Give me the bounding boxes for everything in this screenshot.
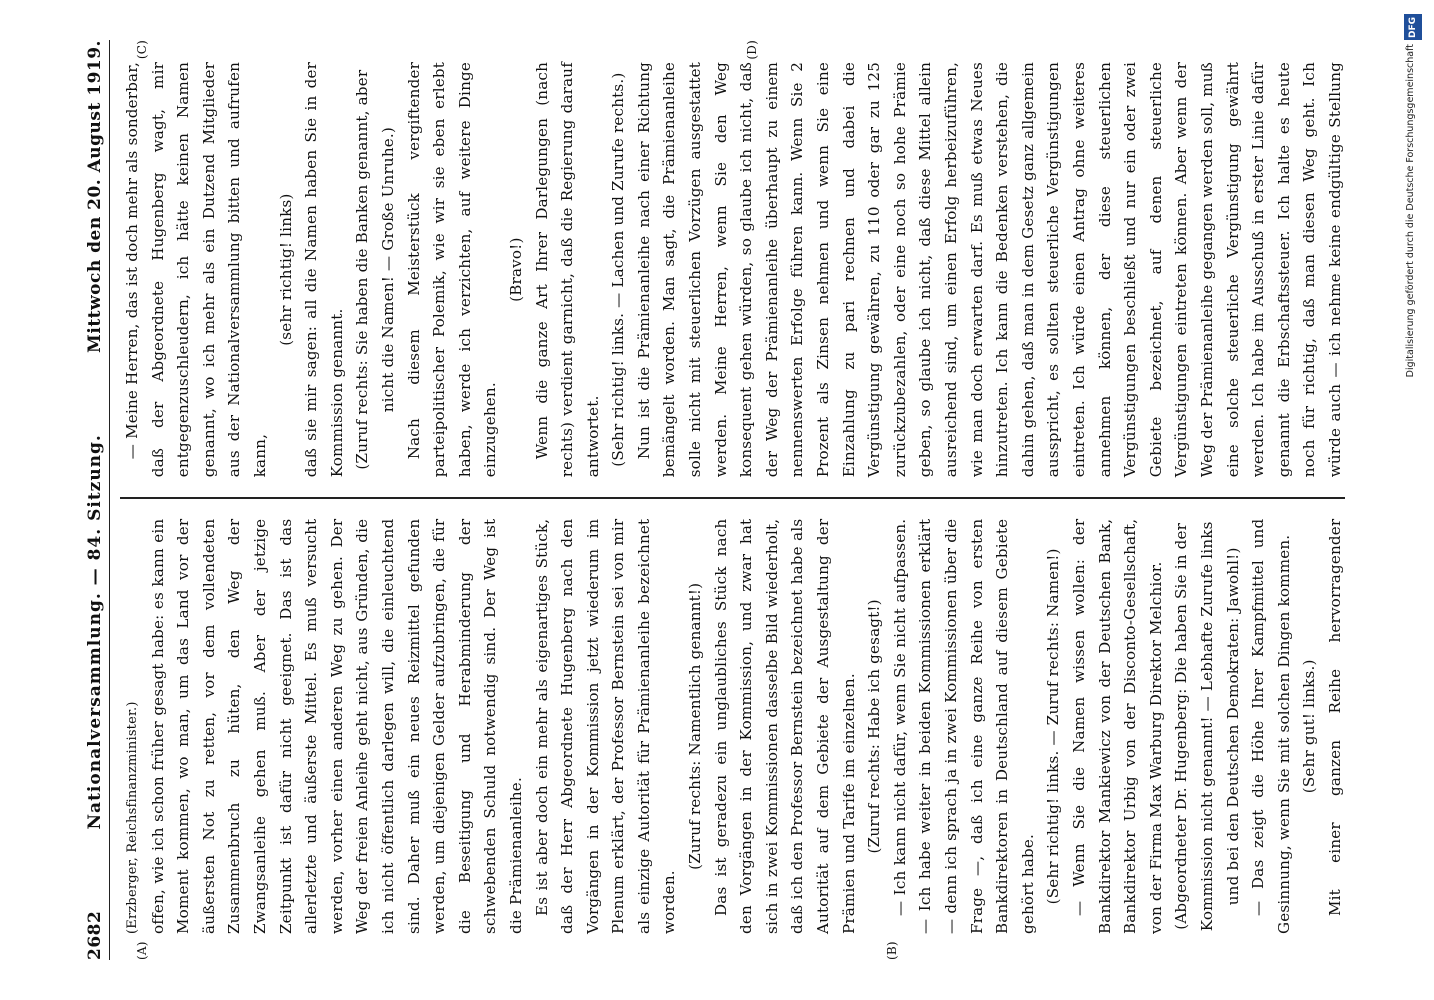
session-date: Mittwoch den 20. August 1919. <box>85 40 105 353</box>
paragraph: Es ist aber doch ein mehr als eigenartiges Stück, daß der Herr Abgeordnete Hugenberg nach den Vorgängen in der Kommission jetzt wiederum im Plenum erklärt, der Professor Bernstein sei von mir als einzige Autorität für Prämienanleihe bezeichnet worden. <box>532 518 679 934</box>
paragraph: offen, wie ich schon früher gesagt habe: es kann ein Moment kommen, wo man, um das Land vor der äußersten Not zu retten, vor dem vollendeten Zusammenbruch zu hüten, den Weg der Zwangsanleihe gehen muß. Aber der jetzige Zeitpunkt ist dafür nicht geeignet. Das ist das allerletzte und äußerste Mittel. Es muß versucht werden, vorher einen anderen Weg zu gehen. Der Weg der freien Anleihe geht nicht, aus Gründen, die ich nicht öffentlich darlegen will, die einleuchtend sind. Daher muß ein neues Reizmittel gefunden werden, um diejenigen Gelder aufzubringen, die für die Beseitigung und Herabminderung der schwebenden Schuld notwendig sind. Der Weg ist die Prämienanleihe. <box>148 518 525 934</box>
interjection: (Sehr gut! links.) <box>1300 659 1319 794</box>
interjection: (sehr richtig! links) <box>276 193 295 346</box>
paragraph: Mit einer ganzen Reihe hervorragender <box>1325 518 1344 916</box>
interjection: (Zuruf rechts: Habe ich gesagt!) <box>865 599 884 854</box>
interjection: (Bravo!) <box>506 237 525 302</box>
paragraph: — Meine Herren, das ist doch mehr als sonderbar, daß der Abgeordnete Hugenberg wagt, mir entgegenzuschleudern, ich hätte keinen Namen genannt, wo ich mehr als ein Dutzend Mitglieder aus der Nationalversammlung bitten und aufrufen kann, <box>123 61 269 478</box>
right-column <box>120 40 1345 497</box>
left-column <box>120 499 1345 960</box>
margin-marker-d: (D) <box>745 39 759 60</box>
interjection: (Abgeordneter Dr. Hugenberg: Die haben Sie in der Kommission nicht genannt! — Lebhafte Zurufe links und bei den Deutschen Demokraten: Jawohl!) <box>1172 521 1242 932</box>
text-columns <box>120 40 1345 960</box>
interjection: (Sehr richtig! links. — Lachen und Zurufe rechts.) <box>609 72 628 467</box>
paragraph: — Das zeigt die Höhe Ihrer Kampfmittel und Gesinnung, wenn Sie mit solchen Dingen kommen. <box>1249 518 1293 934</box>
paragraph: Das ist geradezu ein unglaubliches Stück nach den Vorgängen in der Kommission, und zwar hat sich in zwei Kommissionen dasselbe Bild wiederholt, daß ich den Professor Bernstein bezeichnet habe als Autorität auf dem Gebiete der Ausgestaltung der Prämien und Tarife im einzelnen. <box>711 518 858 934</box>
margin-marker-a: (A) <box>135 941 149 960</box>
credit-text: Digitalisierung gefördert durch die Deutsche Forschungsgemeinschaft <box>1405 44 1416 378</box>
rotated-page <box>67 0 1412 1000</box>
interjection: (Sehr richtig! links. — Zuruf rechts: Namen!) <box>1044 548 1063 905</box>
paragraph: Nun ist die Prämienanleihe nach einer Richtung bemängelt worden. Man sagt, die Prämienanleihe solle nicht mit steuerlichen Vorzügen ausgestattet werden. Meine Herren, wenn Sie den Weg konsequent gehen würden, so glaube ich nicht, daß der Weg der Prämienanleihe überhaupt zu einem nennenswerten Erfolge führen kann. Wenn Sie 2 Prozent als Zinsen nehmen und wenn Sie eine Einzahlung zu pari rechnen und dabei die Vergünstigung gewähren, zu 110 oder gar zu 125 zurückzubezahlen, oder eine noch so hohe Prämie geben, so glaube ich nicht, daß diese Mittel allein ausreichend sind, um einen Erfolg herbeizuführen, wie man doch erwarten darf. Es muß etwas Neues hinzutreten. Ich kann die Bedenken verstehen, die dahin gehen, daß man in dem Gesetz ganz allgemein ausspricht, es sollten steuerliche Vergünstigungen eintreten. Ich würde einen Antrag ohne weiteres annehmen können, der diese steuerlichen Vergünstigungen beschließt und nur ein oder zwei Gebiete bezeichnet, auf denen steuerliche Vergünstigungen eintreten können. Aber wenn der Weg der Prämienanleihe gegangen werden soll, muß eine solche steuerliche Vergünstigung gewährt werden. Ich habe im Ausschuß in erster Linie dafür genannt die Erbschaftssteuer. Ich halte es heute noch für richtig, daß man diesen Weg geht. Ich würde auch — ich nehme keine endgültige Stellung <box>634 61 1344 478</box>
margin-marker-c: (C) <box>135 39 149 60</box>
paragraph: Nach diesem Meisterstück vergiftender parteipolitischer Polemik, wie wir sie eben erlebt haben, werde ich verzichten, auf weitere Dinge einzugehen. <box>404 61 500 478</box>
paragraph: — Ich kann nicht dafür, wenn Sie nicht aufpassen. — Ich habe weiter in beiden Kommissionen erklärt — denn ich sprach ja in zwei Kommissionen über die Frage —, daß ich eine ganze Reihe von ersten Bankdirektoren in Deutschland auf diesem Gebiete gehört habe. <box>890 518 1037 934</box>
paragraph: Wenn die ganze Art Ihrer Darlegungen (nach rechts) verdient garnicht, daß die Regierung darauf antwortet. <box>532 61 602 478</box>
session-title: Nationalversammlung. — 84. Sitzung. <box>85 434 105 830</box>
paragraph: daß sie mir sagen: all die Namen haben Sie in der Kommission genannt. <box>302 61 346 478</box>
margin-marker-b: (B) <box>885 941 899 960</box>
speaker-label: (Erzberger, Reichsfinanzminister.) <box>125 701 140 934</box>
dfg-logo: DFG <box>1404 14 1422 40</box>
paragraph: — Wenn Sie die Namen wissen wollen: der Bankdirektor Mankiewicz von der Deutschen Bank, Bankdirektor Urbig von der Disconto-Gesellschaft, von der Firma Max Warburg Direktor Melchior. <box>1069 518 1165 934</box>
interjection: (Zuruf rechts: Sie haben die Banken genannt, aber nicht die Namen! — Große Unruhe.) <box>353 69 397 470</box>
page-number: 2682 <box>85 910 105 960</box>
digitization-credit <box>1402 8 1424 988</box>
interjection: (Zuruf rechts: Namentlich genannt!) <box>686 582 705 870</box>
page-header <box>85 40 110 960</box>
